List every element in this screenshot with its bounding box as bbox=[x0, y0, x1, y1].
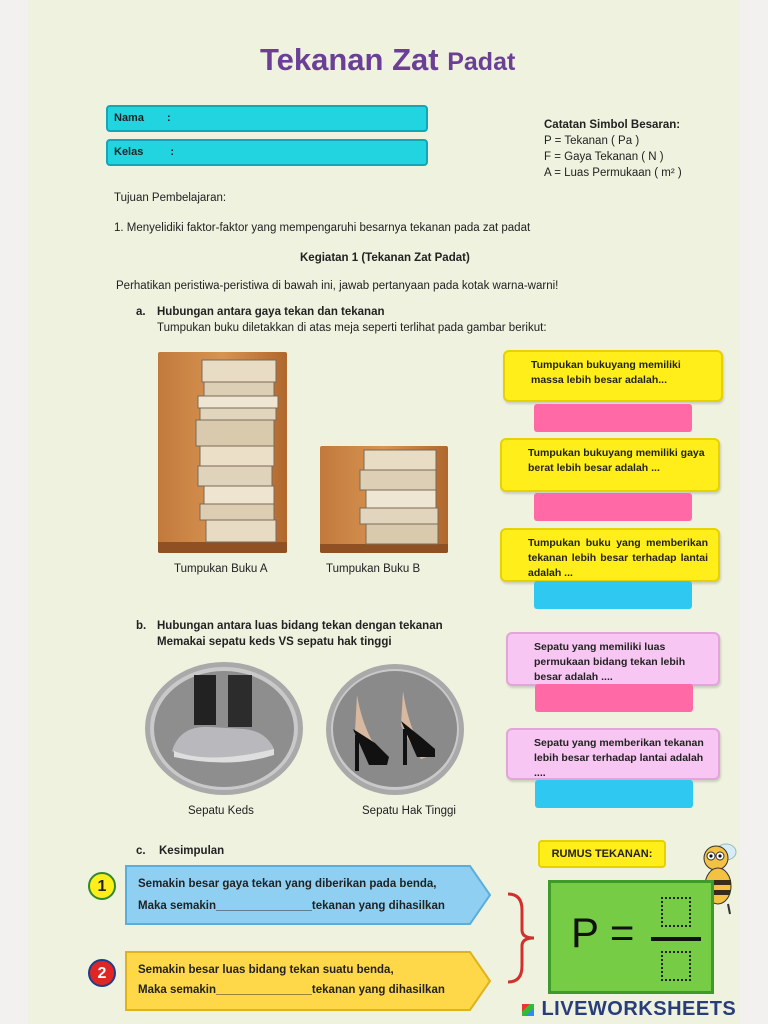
nama-input[interactable] bbox=[198, 109, 422, 129]
question-a2-text: Tumpukan bukuyang memiliki gaya berat lebih besar adalah ... bbox=[528, 447, 705, 474]
section-b-desc: Memakai sepatu keds VS sepatu hak tinggi bbox=[157, 636, 392, 648]
caption-keds: Sepatu Keds bbox=[188, 805, 254, 817]
rumus-label: RUMUS TEKANAN: bbox=[538, 840, 666, 868]
formula-denominator-field[interactable] bbox=[661, 951, 691, 981]
question-a3-box bbox=[500, 528, 720, 582]
answer-a2-field[interactable] bbox=[534, 493, 692, 521]
objective-item: 1. Menyelidiki faktor-faktor yang mempengaruhi besarnya tekanan pada zat padat bbox=[114, 222, 531, 234]
liveworksheets-icon bbox=[522, 1004, 534, 1016]
answer-b2-field[interactable] bbox=[535, 780, 693, 808]
title-small: Padat bbox=[447, 48, 516, 76]
worksheet-page bbox=[28, 0, 740, 1024]
section-b-letter: b. bbox=[136, 620, 147, 632]
caption-heels: Sepatu Hak Tinggi bbox=[362, 805, 456, 817]
nama-label: Nama bbox=[114, 112, 144, 124]
liveworksheets-logo bbox=[522, 998, 736, 1021]
symbol-item: A = Luas Permukaan ( m² ) bbox=[544, 167, 682, 179]
section-a-desc: Tumpukan buku diletakkan di atas meja seperti terlihat pada gambar berikut: bbox=[157, 322, 547, 334]
kelas-colon: : bbox=[170, 146, 175, 158]
conclusion-2-arrow bbox=[124, 950, 492, 1012]
high-heels-image bbox=[326, 664, 464, 795]
book-stack-b-image bbox=[320, 446, 448, 553]
page-title bbox=[260, 42, 515, 78]
section-a-title: Hubungan antara gaya tekan dan tekanan bbox=[157, 306, 385, 318]
conclusion-1-arrow bbox=[124, 864, 492, 926]
symbol-item: F = Gaya Tekanan ( N ) bbox=[544, 151, 664, 163]
kelas-label: Kelas bbox=[114, 146, 144, 158]
objectives-heading: Tujuan Pembelajaran: bbox=[114, 192, 227, 204]
question-b1-box bbox=[506, 632, 720, 686]
bracket-connector bbox=[504, 890, 544, 986]
keds-shoe-image bbox=[145, 662, 303, 795]
question-b2-box bbox=[506, 728, 720, 780]
question-a2-box bbox=[500, 438, 720, 492]
symbol-item: P = Tekanan ( Pa ) bbox=[544, 135, 640, 147]
pressure-formula-box bbox=[548, 880, 714, 994]
question-a3-text: Tumpukan buku yang memberikan tekanan lebih besar terhadap lantai adalah ... bbox=[528, 537, 708, 579]
formula-lhs: P = bbox=[571, 909, 635, 956]
section-c-letter: c. bbox=[136, 845, 146, 857]
answer-a1-field[interactable] bbox=[534, 404, 692, 432]
conclusion-1-line1: Semakin besar gaya tekan yang diberikan pada benda, bbox=[138, 878, 437, 890]
question-a1-text: Tumpukan bukuyang memiliki massa lebih besar adalah... bbox=[531, 359, 681, 386]
conclusion-2-line2: Maka semakin_______________tekanan yang dihasilkan bbox=[138, 984, 445, 996]
kelas-input[interactable] bbox=[198, 143, 422, 163]
section-b-title: Hubungan antara luas bidang tekan dengan tekanan bbox=[157, 620, 443, 632]
section-a-letter: a. bbox=[136, 306, 146, 318]
answer-a3-field[interactable] bbox=[534, 581, 692, 609]
section-c-title: Kesimpulan bbox=[159, 845, 225, 857]
conclusion-2-line1: Semakin besar luas bidang tekan suatu benda, bbox=[138, 964, 394, 976]
brand-text: LIVEWORKSHEETS bbox=[541, 998, 737, 1020]
symbol-notes bbox=[544, 117, 682, 181]
nama-colon: : bbox=[167, 112, 171, 124]
question-b2-text: Sepatu yang memberikan tekanan lebih besar terhadap lantai adalah .... bbox=[534, 737, 704, 779]
kelas-field[interactable] bbox=[106, 139, 428, 166]
book-stack-a-image bbox=[158, 352, 287, 553]
symbol-notes-heading: Catatan Simbol Besaran: bbox=[544, 119, 681, 131]
caption-book-b: Tumpukan Buku B bbox=[326, 563, 421, 575]
conclusion-2-number: 2 bbox=[88, 959, 116, 987]
question-b1-text: Sepatu yang memiliki luas permukaan bidang tekan lebih besar adalah .... bbox=[534, 641, 686, 683]
conclusion-1-number: 1 bbox=[88, 872, 116, 900]
conclusion-1-line2: Maka semakin_______________tekanan yang dihasilkan bbox=[138, 900, 445, 912]
activity-instruction: Perhatikan peristiwa-peristiwa di bawah ini, jawab pertanyaan pada kotak warna-warni! bbox=[116, 280, 559, 292]
nama-field[interactable] bbox=[106, 105, 428, 132]
formula-numerator-field[interactable] bbox=[661, 897, 691, 927]
activity-heading: Kegiatan 1 (Tekanan Zat Padat) bbox=[300, 252, 470, 264]
title-main: Tekanan Zat bbox=[260, 42, 439, 77]
caption-book-a: Tumpukan Buku A bbox=[174, 563, 268, 575]
answer-b1-field[interactable] bbox=[535, 684, 693, 712]
fraction-bar bbox=[651, 937, 701, 941]
question-a1-box bbox=[503, 350, 723, 402]
